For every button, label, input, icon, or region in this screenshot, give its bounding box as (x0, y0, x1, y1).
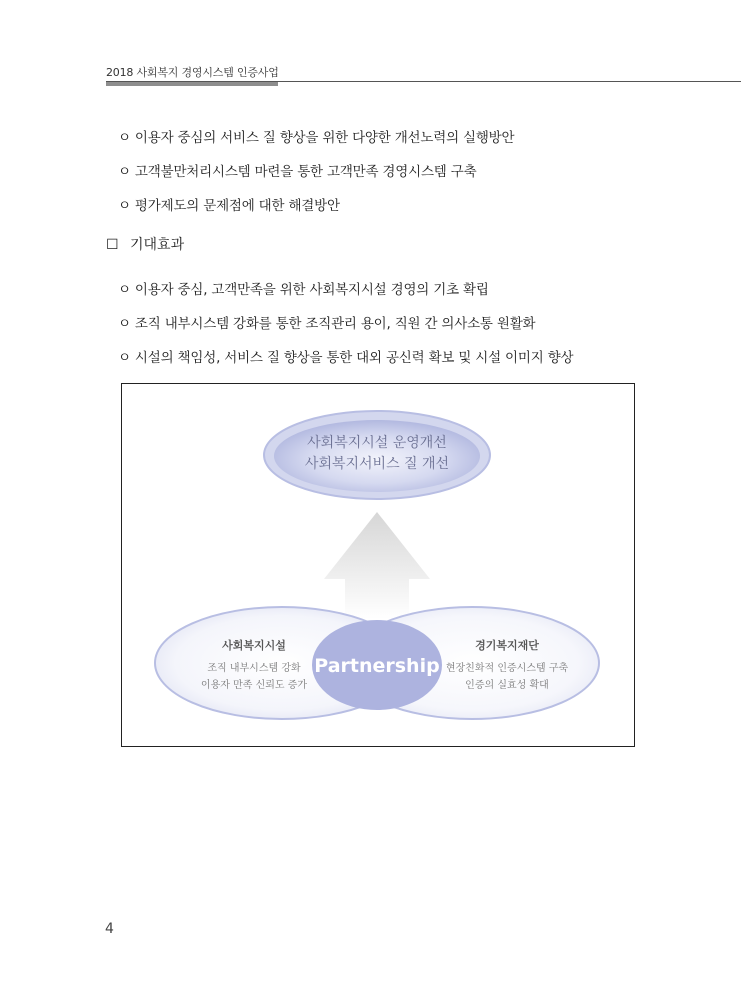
bullet-item: ㅇ 평가제도의 문제점에 대한 해결방안 (118, 198, 340, 214)
section-title: 기대효과 (130, 237, 185, 253)
left-title: 사회복지시설 (222, 639, 286, 652)
right-title: 경기복지재단 (475, 639, 539, 652)
section-heading (106, 234, 184, 254)
goal-text-line2: 사회복지서비스 질 개선 (304, 456, 450, 472)
bullet-item: ㅇ 이용자 중심, 고객만족을 위한 사회복지시설 경영의 기초 확립 (118, 282, 489, 298)
upward-arrow-icon (324, 512, 430, 619)
right-line1: 현장친화적 인증시스템 구축 (445, 663, 569, 674)
bullet-item: ㅇ 시설의 책임성, 서비스 질 향상을 통한 대외 공신력 확보 및 시설 이미지 향상 (118, 350, 574, 366)
left-line2: 이용자 만족 신뢰도 증가 (200, 680, 308, 691)
bullet-item: ㅇ 고객불만처리시스템 마련을 통한 고객만족 경영시스템 구축 (118, 164, 477, 180)
partnership-label: Partnership (314, 655, 440, 677)
goal-text-line1: 사회복지시설 운영개선 (307, 435, 447, 451)
bullet-item: ㅇ 조직 내부시스템 강화를 통한 조직관리 용이, 직원 간 의사소통 원활화 (118, 316, 536, 332)
right-line2: 인증의 실효성 확대 (465, 680, 549, 691)
bullet-item: ㅇ 이용자 중심의 서비스 질 향상을 위한 다양한 개선노력의 실행방안 (118, 130, 515, 146)
diagram-canvas (122, 384, 634, 746)
checkbox-square-icon: ☐ (106, 237, 119, 253)
running-header: 2018 사회복지 경영시스템 인증사업 (106, 66, 279, 79)
page-number: 4 (105, 921, 114, 937)
left-line1: 조직 내부시스템 강화 (207, 663, 301, 674)
partnership-diagram (121, 383, 635, 747)
header-rule-accent (106, 82, 278, 86)
